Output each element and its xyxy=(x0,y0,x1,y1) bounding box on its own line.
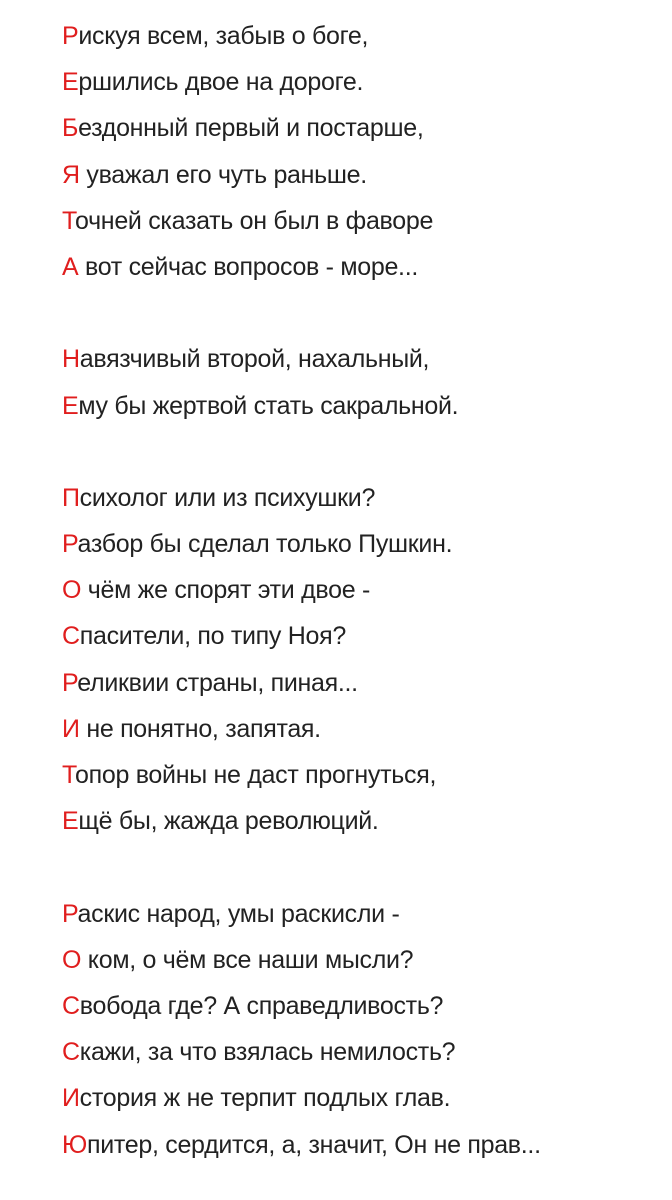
acrostic-initial: О xyxy=(62,576,82,605)
poem-line xyxy=(62,156,662,202)
stanza-break xyxy=(62,433,662,479)
line-text: искуя всем, забыв о боге, xyxy=(78,22,369,50)
line-text: вот сейчас вопросов - море... xyxy=(78,252,418,281)
stanza xyxy=(62,340,662,432)
acrostic-initial: Т xyxy=(62,761,76,789)
acrostic-initial: О xyxy=(62,945,82,974)
poem-line xyxy=(62,941,662,987)
line-text: ршились двое на дороге. xyxy=(78,68,364,97)
poem-line xyxy=(62,895,662,941)
acrostic-initial: С xyxy=(62,622,80,651)
acrostic-initial: А xyxy=(62,252,79,281)
poem-line xyxy=(62,109,662,155)
line-text: аскис народ, умы раскисли - xyxy=(77,899,400,928)
acrostic-initial: Р xyxy=(62,22,79,50)
stanza xyxy=(62,479,662,849)
poem-line xyxy=(62,387,662,433)
acrostic-initial: Т xyxy=(62,206,76,235)
line-text: ездонный первый и постарше, xyxy=(78,114,424,143)
acrostic-initial: Е xyxy=(62,807,79,836)
acrostic-initial: Ю xyxy=(62,1130,87,1159)
line-text: опор войны не даст прогнуться, xyxy=(75,761,437,789)
poem-line xyxy=(62,202,662,248)
stanza xyxy=(62,17,662,294)
line-text: азбор бы сделал только Пушкин. xyxy=(77,530,453,559)
poem-line xyxy=(62,17,662,63)
poem-line xyxy=(62,1126,662,1172)
line-text: очней сказать он был в фаворе xyxy=(75,206,434,235)
acrostic-initial: Б xyxy=(62,114,79,143)
line-text: не понятно, запятая. xyxy=(79,714,321,743)
poem-line xyxy=(62,710,662,756)
acrostic-initial: Н xyxy=(62,345,80,374)
line-text: пасители, по типу Ноя? xyxy=(79,622,346,651)
stanza-break xyxy=(62,848,662,894)
poem-line xyxy=(62,340,662,386)
stanza-break xyxy=(62,294,662,340)
stanza xyxy=(62,895,662,1172)
poem-line xyxy=(62,987,662,1033)
poem xyxy=(62,17,662,1172)
poem-line xyxy=(62,1079,662,1125)
line-text: чём же спорят эти двое - xyxy=(81,576,370,605)
line-text: стория ж не терпит подлых глав. xyxy=(79,1084,451,1113)
poem-line xyxy=(62,63,662,109)
acrostic-initial: И xyxy=(62,714,80,743)
line-text: авязчивый второй, нахальный, xyxy=(79,345,430,374)
acrostic-initial: Р xyxy=(62,899,78,928)
line-text: еликвии страны, пиная... xyxy=(77,668,358,697)
acrostic-initial: С xyxy=(62,991,80,1020)
poem-line xyxy=(62,617,662,663)
poem-line xyxy=(62,479,662,525)
line-text: щё бы, жажда революций. xyxy=(78,807,379,836)
poem-line xyxy=(62,664,662,710)
acrostic-initial: П xyxy=(62,483,80,512)
poem-line xyxy=(62,756,662,802)
acrostic-initial: С xyxy=(62,1038,80,1067)
poem-line xyxy=(62,802,662,848)
acrostic-initial: И xyxy=(62,1084,80,1113)
poem-line xyxy=(62,1033,662,1079)
acrostic-initial: Е xyxy=(62,68,79,97)
acrostic-initial: Я xyxy=(62,160,80,189)
acrostic-initial: Р xyxy=(62,668,78,697)
line-text: ком, о чём все наши мысли? xyxy=(81,945,414,974)
line-text: му бы жертвой стать сакральной. xyxy=(78,391,459,420)
line-text: питер, сердится, а, значит, Он не прав... xyxy=(86,1130,541,1159)
acrostic-initial: Р xyxy=(62,530,78,559)
line-text: кажи, за что взялась немилость? xyxy=(79,1038,456,1067)
acrostic-initial: Е xyxy=(62,391,79,420)
line-text: вобода где? А справедливость? xyxy=(79,991,444,1020)
poem-line xyxy=(62,248,662,294)
line-text: сихолог или из психушки? xyxy=(79,483,376,512)
line-text: уважал его чуть раньше. xyxy=(79,160,367,189)
poem-line xyxy=(62,525,662,571)
poem-line xyxy=(62,571,662,617)
